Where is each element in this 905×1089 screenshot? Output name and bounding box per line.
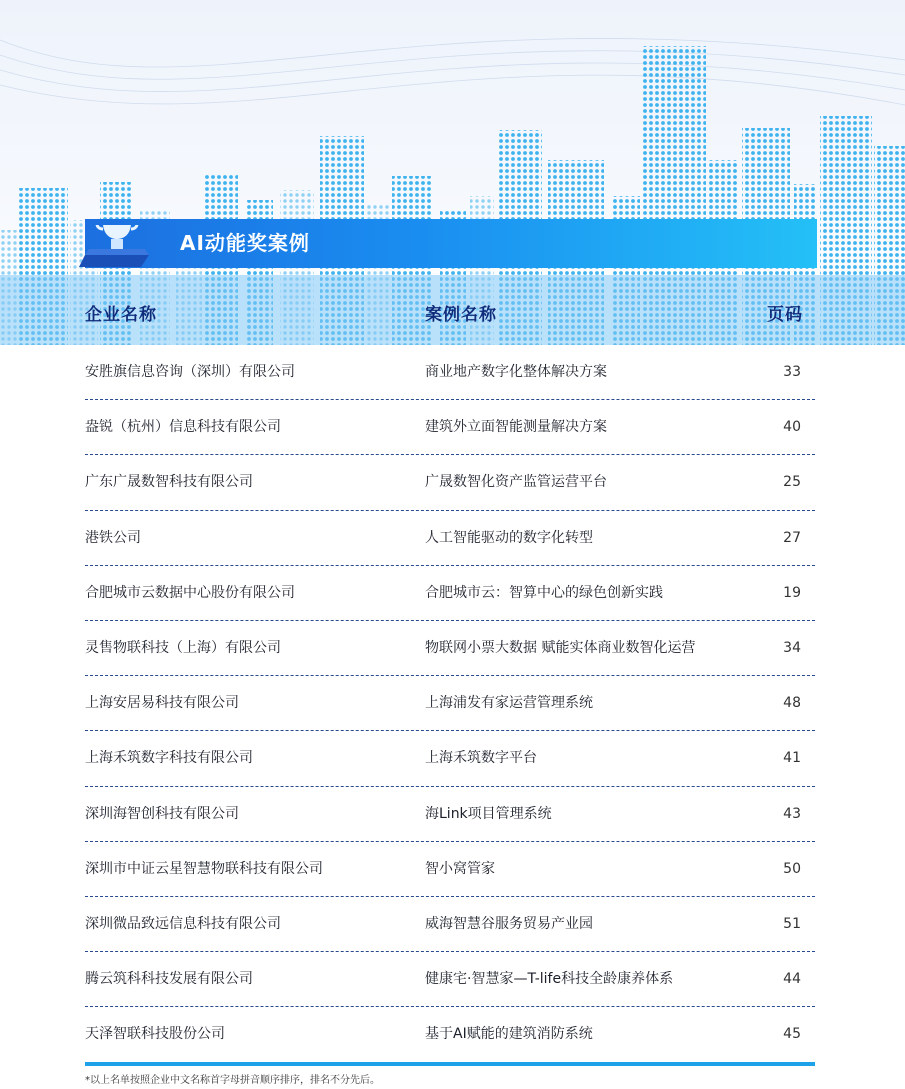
column-header-page: 页码 <box>767 305 803 325</box>
wave-lines <box>0 38 905 105</box>
page-number: 34 <box>783 639 801 656</box>
page-number: 19 <box>783 584 801 601</box>
case-name: 广晟数智化资产监管运营平台 <box>425 474 607 491</box>
case-name: 人工智能驱动的数字化转型 <box>425 529 593 546</box>
table-row <box>85 897 815 952</box>
case-name: 海Link项目管理系统 <box>425 805 552 822</box>
table-row <box>85 455 815 510</box>
case-name: 上海禾筑数字平台 <box>425 750 537 767</box>
table-row <box>85 566 815 621</box>
table-row <box>85 676 815 731</box>
case-name: 商业地产数字化整体解决方案 <box>425 364 607 380</box>
company-name: 港铁公司 <box>85 529 141 546</box>
case-table <box>85 345 815 1062</box>
table-row <box>85 952 815 1007</box>
company-name: 深圳市中证云星智慧物联科技有限公司 <box>85 860 323 877</box>
table-bottom-rule <box>85 1062 815 1066</box>
case-name: 健康宅·智慧家—T-life科技全龄康养体系 <box>425 971 674 988</box>
page-number: 48 <box>783 695 801 712</box>
company-name: 深圳微品致远信息科技有限公司 <box>85 915 281 932</box>
section-title-bar <box>85 219 817 268</box>
table-row <box>85 1007 815 1062</box>
company-name: 腾云筑科科技发展有限公司 <box>85 971 253 988</box>
case-name: 上海浦发有家运营管理系统 <box>425 695 593 712</box>
table-row <box>85 400 815 455</box>
footnote: *以上名单按照企业中文名称首字母拼音顺序排序，排名不分先后。 <box>85 1075 380 1086</box>
company-name: 安胜旗信息咨询（深圳）有限公司 <box>85 364 295 380</box>
table-row <box>85 731 815 786</box>
page-number: 33 <box>783 364 801 380</box>
table-row <box>85 621 815 676</box>
page-number: 27 <box>783 529 801 546</box>
page-number: 51 <box>783 915 801 932</box>
page-number: 45 <box>783 1026 801 1043</box>
trophy-icon <box>79 225 155 267</box>
table-row <box>85 787 815 842</box>
table-row <box>85 345 815 400</box>
column-header-case: 案例名称 <box>425 305 497 325</box>
section-title: AI动能奖案例 <box>180 231 310 255</box>
company-name: 上海禾筑数字科技有限公司 <box>85 750 253 767</box>
case-name: 智小窝管家 <box>425 860 495 877</box>
company-name: 深圳海智创科技有限公司 <box>85 805 239 822</box>
column-header-company: 企业名称 <box>85 305 157 325</box>
company-name: 上海安居易科技有限公司 <box>85 695 239 712</box>
company-name: 盎锐（杭州）信息科技有限公司 <box>85 419 281 436</box>
table-row <box>85 842 815 897</box>
case-name: 物联网小票大数据 赋能实体商业数智化运营 <box>425 639 696 656</box>
page-number: 50 <box>783 860 801 877</box>
case-name: 威海智慧谷服务贸易产业园 <box>425 915 593 932</box>
page-number: 41 <box>783 750 801 767</box>
case-name: 建筑外立面智能测量解决方案 <box>425 419 607 436</box>
page-number: 43 <box>783 805 801 822</box>
company-name: 灵售物联科技（上海）有限公司 <box>85 639 281 656</box>
page-number: 44 <box>783 971 801 988</box>
page-number: 25 <box>783 474 801 491</box>
company-name: 广东广晟数智科技有限公司 <box>85 474 253 491</box>
case-name: 合肥城市云：智算中心的绿色创新实践 <box>425 584 663 601</box>
company-name: 天泽智联科技股份公司 <box>85 1026 225 1043</box>
page-number: 40 <box>783 419 801 436</box>
table-row <box>85 511 815 566</box>
case-name: 基于AI赋能的建筑消防系统 <box>425 1026 593 1043</box>
company-name: 合肥城市云数据中心股份有限公司 <box>85 584 295 601</box>
